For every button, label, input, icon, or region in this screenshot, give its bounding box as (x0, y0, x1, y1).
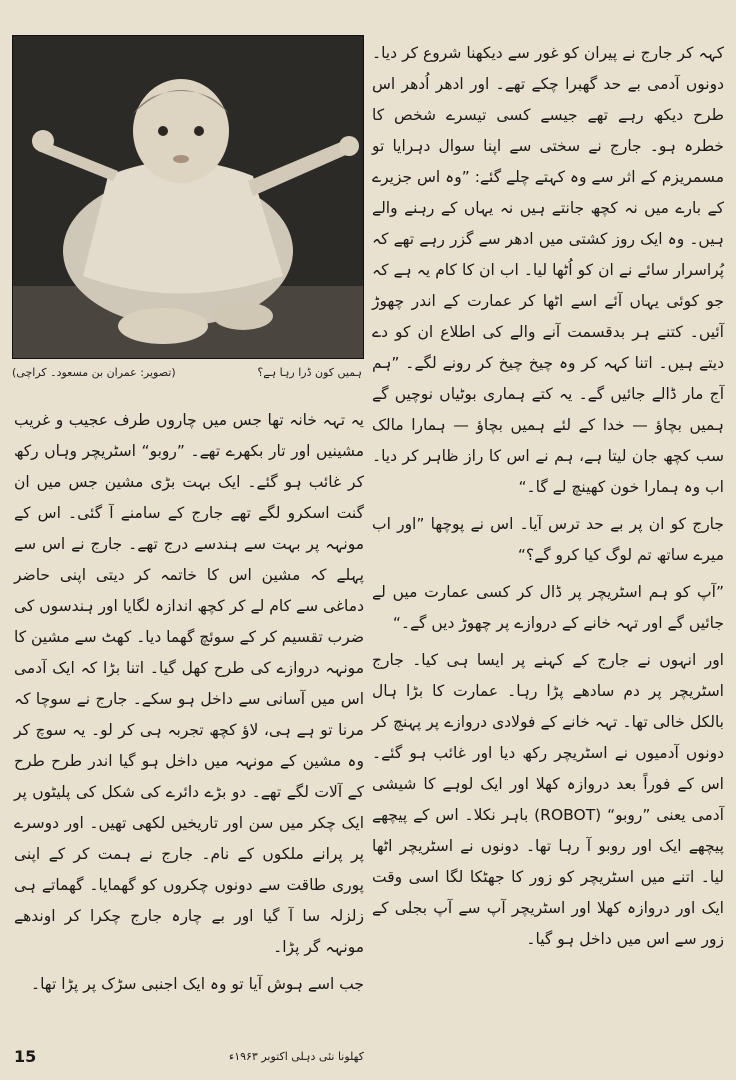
left-text-column (14, 405, 364, 1006)
right-text-column (372, 38, 724, 961)
caption-credit: (تصویر: عمران بن مسعود۔ کراچی) (12, 366, 176, 379)
paragraph: جارج کو ان پر بے حد ترس آیا۔ اس نے پوچھا ”اور اب میرے ساتھ تم لوگ کیا کرو گے؟“ (372, 515, 724, 564)
photo-caption (12, 366, 362, 379)
paragraph: ”آپ کو ہم اسٹریچر پر ڈال کر کسی عمارت میں لے جائیں گے اور تہہ خانے کے دروازے پر چھوڑ دیں گے۔“ (372, 583, 724, 632)
page-number: 15 (14, 1047, 37, 1066)
page-footer (14, 1047, 364, 1066)
publication-line: کھلونا نئی دہلی اکتوبر ۱۹۶۳ء (229, 1050, 364, 1063)
paragraph: اور انہوں نے جارج کے کہنے پر ایسا ہی کیا۔ جارج اسٹریچر پر دم سادھے پڑا رہا۔ عمارت کا بڑا ہال بالکل خالی تھا۔ تہہ خانے کے فولادی دروازے پر پہنچ کر دونوں آدمیوں نے اسٹریچر رکھ دیا اور غائب ہو گئے۔ اس کے فوراً بعد دروازہ کھلا اور ایک لوہے کا شیشی آدمی یعنی ”روبو“ (ROBOT) باہر نکلا۔ اس کے پیچھے پیچھے ایک اور روبو آ رہا تھا۔ دونوں نے اسٹریچر اٹھا لیا۔ اتنے میں اسٹریچر کو زور کا جھٹکا لگا اسی وقت ایک اور دروازہ کھلا اور اسٹریچر آپ سے آپ بجلی کے زور سے اس میں داخل ہو گیا۔ (372, 651, 724, 948)
baby-photo (12, 35, 364, 359)
paragraph: یہ تہہ خانہ تھا جس میں چاروں طرف عجیب و غریب مشینیں اور تار بکھرے تھے۔ ”روبو“ اسٹریچر وہاں رکھ کر غائب ہو گئے۔ ایک بہت بڑی مشین جس میں ان گنت اسکرو لگے تھے جارج کے سامنے آ گئی۔ اس کے مونہہ پر بہت سے ہندسے درج تھے۔ جارج نے اس سے پہلے کہ مشین اس کا خاتمہ کر دیتی اپنی حاضر دماغی سے کام لے کر کچھ اندازہ لگایا اور ہندسوں کی ضرب تقسیم کر کے سوئچ گھما دیا۔ کھٹ سے مشین کا مونہہ دروازے کی طرح کھل گیا۔ اتنا بڑا کہ ایک آدمی اس میں آسانی سے داخل ہو سکے۔ جارج نے سوچا کہ مرنا تو ہے ہی، لاؤ کچھ تجربہ ہی کر لو۔ یہ سوچ کر وہ مشین کے مونہہ میں داخل ہو گیا اندر طرح طرح کے آلات لگے تھے۔ دو بڑے دائرے کی شکل کی پلیٹوں پر ایک چکر میں سن اور تاریخیں لکھی تھیں۔ اور دوسرے پر پرانے ملکوں کے نام۔ جارج نے ہمت کر کے اپنی پوری طاقت سے دونوں چکروں کو گھمایا۔ گھماتے ہی زلزلہ سا آ گیا اور بے چارہ جارج چکرا کر اوندھے مونہہ گر پڑا۔ (13, 411, 364, 956)
paragraph: کہہ کر جارج نے پیران کو غور سے دیکھنا شروع کر دیا۔ دونوں آدمی بے حد گھبرا چکے تھے۔ اور ادھر اُدھر اس طرح دیکھ رہے تھے جیسے کسی تیسرے شخص کا خطرہ ہو۔ جارج نے سختی سے اپنا سوال دہرایا تو مسمریزم کے اثر سے وہ کہتے چلے گئے: ”وہ اس جزیرے کے بارے میں نہ کچھ جانتے ہیں نہ یہاں کے رہنے والے ہیں۔ وہ ایک روز کشتی میں ادھر سے گزر رہے تھے کہ پُراسرار سائے نے ان کو اُٹھا لیا۔ اب ان کا کام یہ ہے کہ جو کوئی یہاں آئے اسے اٹھا کر عمارت کے اندر چھوڑ آئیں۔ کتنے ہر بدقسمت آنے والے کی اطلاع ان کو دے دیتے ہیں۔ اتنا کہہ کر وہ چیخ چیخ کر رونے لگے۔ ”ہم آج مار ڈالے جائیں گے۔ یہ کتے ہماری بوٹیاں نوچیں گے ہمیں بچاؤ — خدا کے لئے ہمیں بچاؤ — ہمارا مالک سب کچھ جان لیتا ہے، ہم نے اس کا راز ظاہر کر دیا۔ اب وہ ہمارا خون کھینچ لے گا۔“ (372, 44, 724, 496)
caption-title: ہمیں کون ڈرا رہا ہے؟ (257, 366, 362, 379)
paragraph: جب اسے ہوش آیا تو وہ ایک اجنبی سڑک پر پڑا تھا۔ (31, 975, 364, 993)
baby-photo-illustration (13, 36, 363, 358)
